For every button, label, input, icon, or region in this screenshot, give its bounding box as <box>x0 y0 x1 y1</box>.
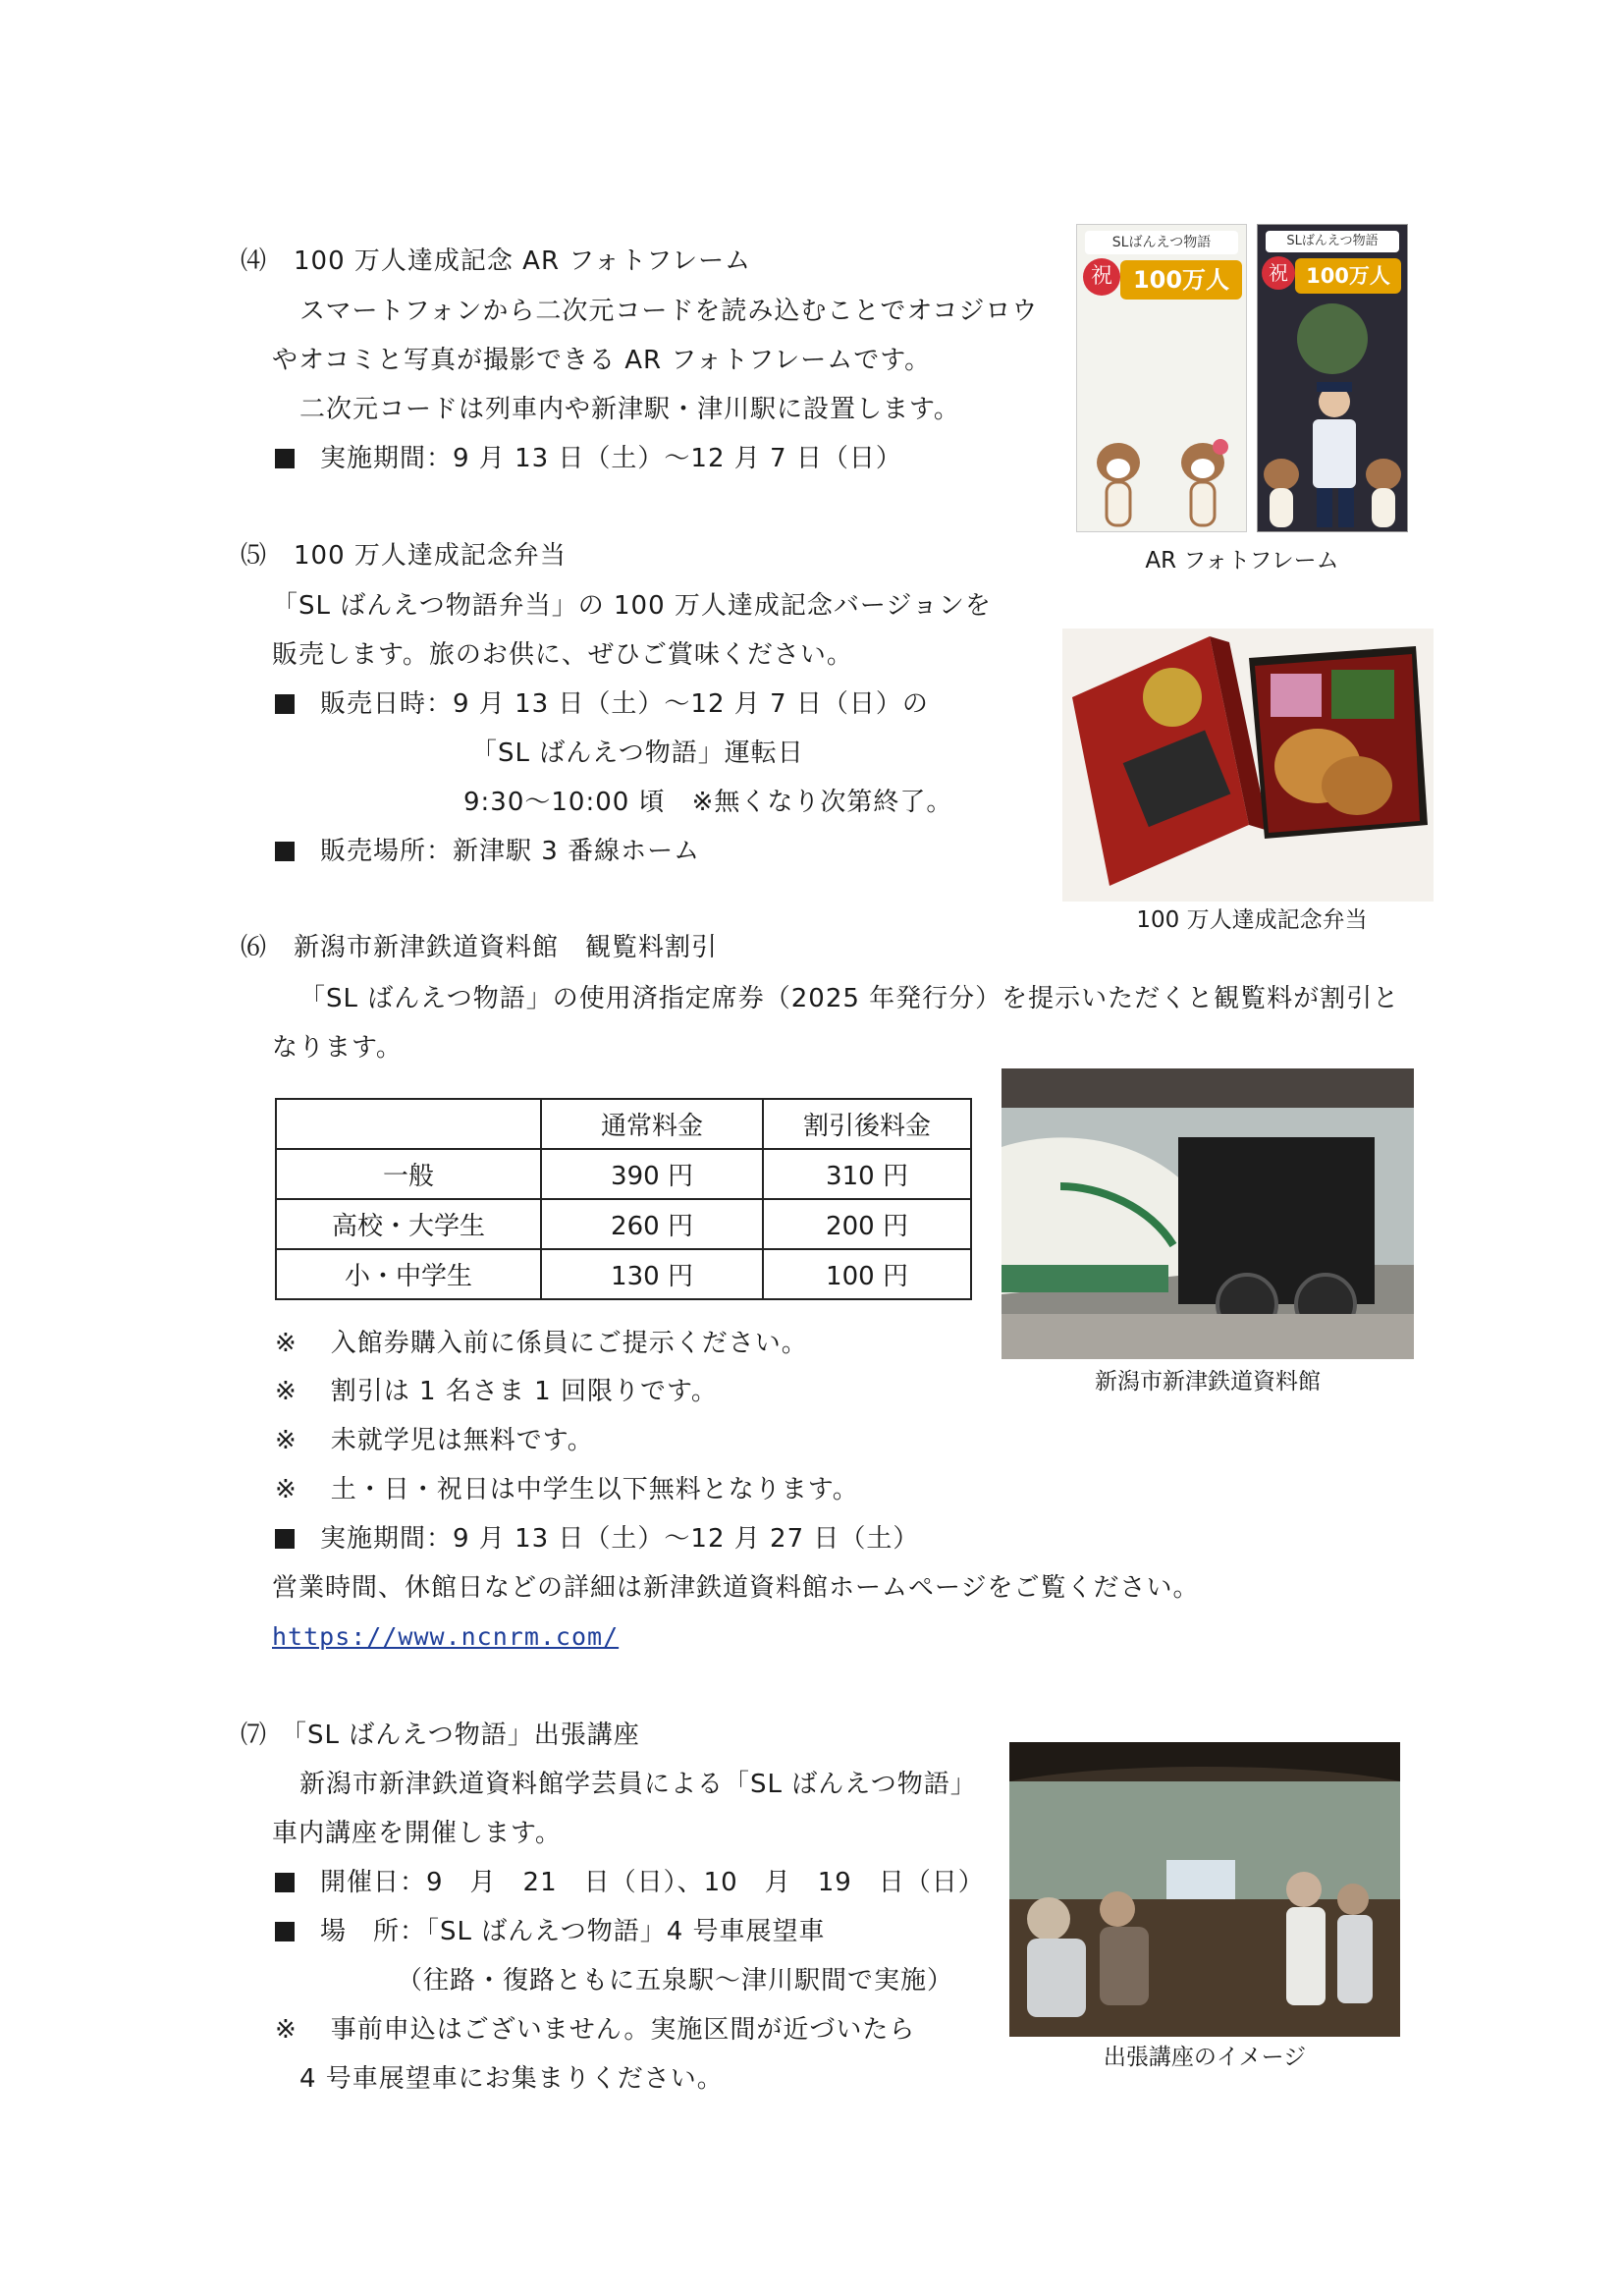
section-7-place-text: 場 所：「SL ばんえつ物語」4 号車展望車 <box>320 1917 826 1946</box>
note-mark: ※ <box>275 1426 298 1455</box>
square-bullet-icon <box>275 1873 295 1892</box>
table-cell: 100 円 <box>763 1249 971 1299</box>
note-3-text: 未就学児は無料です。 <box>330 1426 594 1455</box>
note-4-text: 土・日・祝日は中学生以下無料となります。 <box>330 1475 859 1504</box>
table-row <box>276 1249 971 1299</box>
section-6-text-1: 「SL ばんえつ物語」の使用済指定席券（2025 年発行分）を提示いただくと観覧料が割引と <box>299 984 1400 1013</box>
section-7-note <box>275 2013 915 2047</box>
table-cell: 310 円 <box>763 1149 971 1199</box>
section-6-info: 営業時間、休館日などの詳細は新津鉄道資料館ホームページをご覧ください。 <box>272 1573 1200 1603</box>
section-7-text-1: 新潟市新津鉄道資料館学芸員による「SL ばんえつ物語」 <box>299 1770 977 1799</box>
section-5-place-text: 販売場所：新津駅 3 番線ホーム <box>320 837 701 866</box>
section-7-text-2: 車内講座を開催します。 <box>272 1819 562 1848</box>
section-4-heading: ⑷ 100 万人達成記念 AR フォトフレーム <box>241 246 752 276</box>
table-header-cell: 通常料金 <box>541 1099 763 1149</box>
note-2-text: 割引は 1 名さま 1 回限りです。 <box>330 1377 718 1406</box>
section-4-text-1: スマートフォンから二次元コードを読み込むことでオコジロウ <box>299 297 1039 326</box>
section-5-heading: ⑸ 100 万人達成記念弁当 <box>241 541 567 571</box>
frame-count-banner-2: 100万人 <box>1295 258 1401 294</box>
ar-photo-frame-image-1 <box>1076 224 1247 532</box>
train-car-interior-icon <box>1009 1742 1400 2037</box>
museum-url[interactable] <box>272 1620 619 1654</box>
table-cell: 200 円 <box>763 1199 971 1249</box>
note-1 <box>275 1327 808 1360</box>
table-cell: 高校・大学生 <box>276 1199 541 1249</box>
section-5-place <box>275 835 700 868</box>
section-4-period-text: 実施期間：9 月 13 日（土）～12 月 7 日（日） <box>320 444 902 473</box>
section-6-text-2: なります。 <box>272 1033 403 1063</box>
section-5-text-1: 「SL ばんえつ物語弁当」の 100 万人達成記念バージョンを <box>272 591 992 621</box>
iwai-badge-2: 祝 <box>1262 256 1295 290</box>
section-4-text-3: 二次元コードは列車内や新津駅・津川駅に設置します。 <box>299 395 960 424</box>
section-5-text-2: 販売します。旅のお供に、ぜひご賞味ください。 <box>272 640 853 670</box>
okojirou-character-icon <box>1077 421 1246 531</box>
museum-photo <box>1001 1068 1414 1359</box>
locomotive-front <box>1297 303 1368 374</box>
note-mark: ※ <box>275 1377 298 1406</box>
section-7-note-2: 4 号車展望車にお集まりください。 <box>299 2064 724 2094</box>
section-7-note-text: 事前申込はございません。実施区間が近づいたら <box>330 2015 916 2045</box>
table-cell: 小・中学生 <box>276 1249 541 1299</box>
square-bullet-icon <box>275 1529 295 1549</box>
section-6-period <box>275 1522 919 1556</box>
frame-logo-2: SLばんえつ物語 <box>1266 231 1399 252</box>
table-header-cell <box>276 1099 541 1149</box>
note-4 <box>275 1473 859 1506</box>
frame-count-banner: 100万人 <box>1120 260 1242 300</box>
table-cell: 390 円 <box>541 1149 763 1199</box>
table-header-row <box>276 1099 971 1149</box>
section-5-date <box>275 687 929 721</box>
bento-caption: 100 万人達成記念弁当 <box>1136 907 1368 933</box>
ar-photo-frame-caption: AR フォトフレーム <box>1145 548 1339 574</box>
fee-table <box>275 1098 972 1300</box>
lecture-caption: 出張講座のイメージ <box>1103 2045 1307 2070</box>
note-2 <box>275 1375 718 1408</box>
frame-logo: SLばんえつ物語 <box>1085 231 1238 254</box>
note-1-text: 入館券購入前に係員にご提示ください。 <box>330 1329 808 1358</box>
conductor-figure-icon <box>1258 372 1407 531</box>
section-7-date <box>275 1866 985 1899</box>
section-7-heading: ⑺ 「SL ばんえつ物語」出張講座 <box>241 1721 640 1750</box>
square-bullet-icon <box>275 842 295 861</box>
square-bullet-icon <box>275 1922 295 1941</box>
bento-photo <box>1062 629 1434 902</box>
train-museum-icon <box>1001 1068 1414 1359</box>
section-4-text-2: やオコミと写真が撮影できる AR フォトフレームです。 <box>272 346 932 375</box>
note-mark: ※ <box>275 1329 298 1358</box>
iwai-badge: 祝 <box>1083 258 1120 296</box>
section-5-date-line-3: 9:30～10:00 頃 ※無くなり次第終了。 <box>463 788 953 817</box>
table-header-cell: 割引後料金 <box>763 1099 971 1149</box>
bento-box-icon <box>1062 629 1434 902</box>
section-4-period <box>275 442 902 475</box>
note-mark: ※ <box>275 1475 298 1504</box>
table-cell: 260 円 <box>541 1199 763 1249</box>
museum-caption: 新潟市新津鉄道資料館 <box>1095 1369 1321 1394</box>
table-cell: 一般 <box>276 1149 541 1199</box>
section-6-heading: ⑹ 新潟市新津鉄道資料館 観覧料割引 <box>241 933 719 962</box>
square-bullet-icon <box>275 694 295 714</box>
section-6-period-text: 実施期間：9 月 13 日（土）～12 月 27 日（土） <box>320 1524 920 1554</box>
note-3 <box>275 1424 594 1457</box>
section-7-place <box>275 1915 826 1948</box>
museum-url-link[interactable]: https://www.ncnrm.com/ <box>272 1622 620 1651</box>
lecture-photo <box>1009 1742 1400 2037</box>
ar-photo-frame-image-2 <box>1257 224 1408 532</box>
table-row <box>276 1149 971 1199</box>
section-5-date-text: 販売日時：9 月 13 日（土）～12 月 7 日（日）の <box>320 689 929 719</box>
section-7-place-note: （往路・復路ともに五泉駅～津川駅間で実施） <box>397 1966 954 1995</box>
table-cell: 130 円 <box>541 1249 763 1299</box>
section-5-date-line-2: 「SL ばんえつ物語」運転日 <box>471 738 804 768</box>
note-mark: ※ <box>275 2015 298 2045</box>
table-row <box>276 1199 971 1249</box>
section-7-date-text: 開催日：9 月 21 日（日）、10 月 19 日（日） <box>320 1868 985 1897</box>
square-bullet-icon <box>275 449 295 468</box>
